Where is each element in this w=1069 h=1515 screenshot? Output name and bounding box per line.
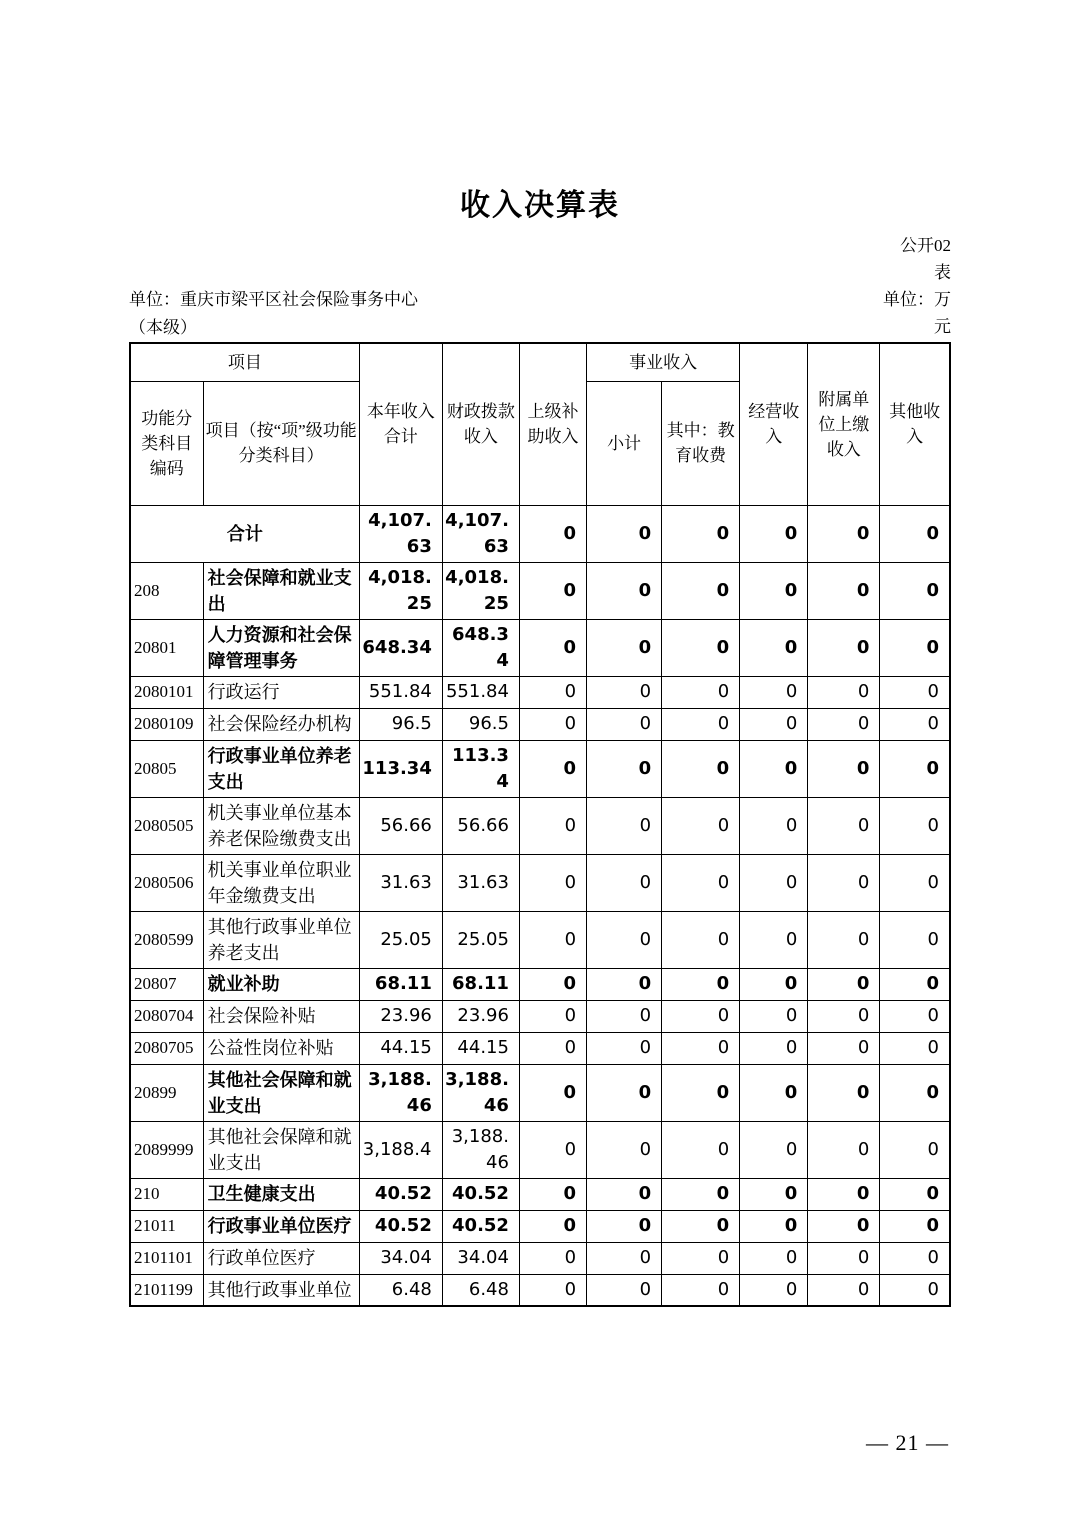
row-name: 其他社会保障和就业支出 <box>203 1064 359 1121</box>
header-fiscal-appropriation: 财政拨款收入 <box>442 343 519 505</box>
row-value-superior: 0 <box>519 797 586 854</box>
row-value-operating: 0 <box>740 1274 808 1306</box>
table-row <box>130 676 950 708</box>
row-value-operating: 0 <box>740 1210 808 1242</box>
table-row <box>130 619 950 676</box>
table-header <box>130 343 950 505</box>
row-value-operating: 0 <box>740 1121 808 1178</box>
table-row <box>130 708 950 740</box>
row-value-fiscal: 56.66 <box>442 797 519 854</box>
row-value-affiliated: 0 <box>808 619 880 676</box>
table-row <box>130 1064 950 1121</box>
row-value-subtotal: 0 <box>587 505 662 562</box>
row-value-education-fee: 0 <box>662 1032 740 1064</box>
doc-number-line2: 表 <box>934 263 951 282</box>
row-value-fiscal: 25.05 <box>442 911 519 968</box>
row-value-total: 40.52 <box>359 1210 442 1242</box>
row-value-affiliated: 0 <box>808 797 880 854</box>
row-value-superior: 0 <box>519 505 586 562</box>
row-value-affiliated: 0 <box>808 1210 880 1242</box>
row-code: 2080599 <box>130 911 203 968</box>
row-value-other: 0 <box>880 911 950 968</box>
row-value-total: 31.63 <box>359 854 442 911</box>
sheet <box>129 0 951 1307</box>
row-value-superior: 0 <box>519 1178 586 1210</box>
row-value-other: 0 <box>880 1064 950 1121</box>
row-value-operating: 0 <box>740 708 808 740</box>
row-code: 210 <box>130 1178 203 1210</box>
row-value-subtotal: 0 <box>587 1274 662 1306</box>
row-value-total: 3,188.46 <box>359 1064 442 1121</box>
header-function-code: 功能分类科目编码 <box>130 381 203 505</box>
table-row <box>130 562 950 619</box>
unit-measure-line2: 元 <box>934 317 951 336</box>
table-row <box>130 1274 950 1306</box>
row-name: 就业补助 <box>203 968 359 1000</box>
row-code: 2101199 <box>130 1274 203 1306</box>
row-value-operating: 0 <box>740 968 808 1000</box>
row-value-subtotal: 0 <box>587 1000 662 1032</box>
row-value-other: 0 <box>880 1274 950 1306</box>
row-value-superior: 0 <box>519 1032 586 1064</box>
row-value-other: 0 <box>880 708 950 740</box>
row-value-fiscal: 3,188.46 <box>442 1064 519 1121</box>
row-value-operating: 0 <box>740 505 808 562</box>
row-value-total: 25.05 <box>359 911 442 968</box>
row-value-superior: 0 <box>519 676 586 708</box>
row-name: 卫生健康支出 <box>203 1178 359 1210</box>
row-value-subtotal: 0 <box>587 740 662 797</box>
row-value-total: 34.04 <box>359 1242 442 1274</box>
row-name: 社会保障和就业支出 <box>203 562 359 619</box>
row-value-fiscal: 40.52 <box>442 1178 519 1210</box>
row-code: 20807 <box>130 968 203 1000</box>
row-value-education-fee: 0 <box>662 1274 740 1306</box>
row-value-superior: 0 <box>519 619 586 676</box>
row-value-superior: 0 <box>519 1000 586 1032</box>
unit-name-line2: （本级） <box>129 318 197 337</box>
row-code: 208 <box>130 562 203 619</box>
row-value-other: 0 <box>880 1178 950 1210</box>
row-value-superior: 0 <box>519 708 586 740</box>
page-number: — 21 — <box>866 1430 949 1455</box>
page-title: 收入决算表 <box>460 189 620 222</box>
row-value-education-fee: 0 <box>662 1064 740 1121</box>
row-value-superior: 0 <box>519 1064 586 1121</box>
header-education-fee: 其中：教育收费 <box>662 381 740 505</box>
row-value-superior: 0 <box>519 911 586 968</box>
table-body <box>130 505 950 1306</box>
unit-name <box>129 286 418 342</box>
row-value-affiliated: 0 <box>808 1242 880 1274</box>
row-value-superior: 0 <box>519 1274 586 1306</box>
row-value-superior: 0 <box>519 1210 586 1242</box>
table-row <box>130 1121 950 1178</box>
row-value-education-fee: 0 <box>662 854 740 911</box>
row-value-other: 0 <box>880 1000 950 1032</box>
row-name: 行政事业单位养老支出 <box>203 740 359 797</box>
row-value-affiliated: 0 <box>808 1178 880 1210</box>
table-row <box>130 797 950 854</box>
row-value-education-fee: 0 <box>662 1178 740 1210</box>
row-value-affiliated: 0 <box>808 740 880 797</box>
row-value-fiscal: 96.5 <box>442 708 519 740</box>
row-value-fiscal: 68.11 <box>442 968 519 1000</box>
row-code: 2080101 <box>130 676 203 708</box>
table-row <box>130 968 950 1000</box>
row-value-subtotal: 0 <box>587 1242 662 1274</box>
row-value-education-fee: 0 <box>662 505 740 562</box>
row-value-subtotal: 0 <box>587 1032 662 1064</box>
row-name: 行政单位医疗 <box>203 1242 359 1274</box>
row-name: 其他行政事业单位 <box>203 1274 359 1306</box>
row-value-total: 4,107.63 <box>359 505 442 562</box>
row-value-other: 0 <box>880 1121 950 1178</box>
row-value-education-fee: 0 <box>662 676 740 708</box>
table-row <box>130 1210 950 1242</box>
row-name: 行政运行 <box>203 676 359 708</box>
row-value-operating: 0 <box>740 619 808 676</box>
row-code: 20801 <box>130 619 203 676</box>
row-value-subtotal: 0 <box>587 676 662 708</box>
header-affiliated-income: 附属单位上缴收入 <box>808 343 880 505</box>
row-value-fiscal: 31.63 <box>442 854 519 911</box>
row-value-total: 68.11 <box>359 968 442 1000</box>
row-value-other: 0 <box>880 1210 950 1242</box>
row-name: 社会保险补贴 <box>203 1000 359 1032</box>
row-value-fiscal: 3,188.46 <box>442 1121 519 1178</box>
row-value-total: 3,188.4 <box>359 1121 442 1178</box>
row-value-other: 0 <box>880 562 950 619</box>
doc-number-line1: 公开02 <box>900 236 951 255</box>
row-code: 21011 <box>130 1210 203 1242</box>
row-value-operating: 0 <box>740 562 808 619</box>
row-value-affiliated: 0 <box>808 1032 880 1064</box>
row-value-total: 56.66 <box>359 797 442 854</box>
row-value-total: 648.34 <box>359 619 442 676</box>
row-code: 20899 <box>130 1064 203 1121</box>
row-value-superior: 0 <box>519 740 586 797</box>
unit-measure-line1: 单位：万 <box>883 290 951 309</box>
header-superior-subsidy: 上级补助收入 <box>519 343 586 505</box>
row-value-affiliated: 0 <box>808 911 880 968</box>
row-value-total: 96.5 <box>359 708 442 740</box>
row-code: 2089999 <box>130 1121 203 1178</box>
meta-block <box>129 230 951 342</box>
doc-number-and-unit <box>883 232 951 340</box>
row-value-education-fee: 0 <box>662 911 740 968</box>
row-value-subtotal: 0 <box>587 562 662 619</box>
row-value-total: 113.34 <box>359 740 442 797</box>
row-value-subtotal: 0 <box>587 797 662 854</box>
row-value-affiliated: 0 <box>808 1000 880 1032</box>
row-value-education-fee: 0 <box>662 968 740 1000</box>
row-value-superior: 0 <box>519 1121 586 1178</box>
row-value-education-fee: 0 <box>662 708 740 740</box>
row-name: 其他社会保障和就业支出 <box>203 1121 359 1178</box>
header-operating-income: 经营收入 <box>740 343 808 505</box>
row-value-operating: 0 <box>740 854 808 911</box>
row-code: 2101101 <box>130 1242 203 1274</box>
row-value-education-fee: 0 <box>662 740 740 797</box>
row-name: 合计 <box>130 505 359 562</box>
row-name: 其他行政事业单位养老支出 <box>203 911 359 968</box>
row-value-education-fee: 0 <box>662 562 740 619</box>
row-value-education-fee: 0 <box>662 619 740 676</box>
row-value-affiliated: 0 <box>808 854 880 911</box>
row-value-fiscal: 4,018.25 <box>442 562 519 619</box>
row-value-affiliated: 0 <box>808 676 880 708</box>
header-project-group: 项目 <box>130 343 359 381</box>
row-value-education-fee: 0 <box>662 1121 740 1178</box>
row-value-superior: 0 <box>519 562 586 619</box>
row-value-other: 0 <box>880 968 950 1000</box>
row-value-total: 40.52 <box>359 1178 442 1210</box>
row-name: 公益性岗位补贴 <box>203 1032 359 1064</box>
row-value-subtotal: 0 <box>587 1178 662 1210</box>
row-value-education-fee: 0 <box>662 1242 740 1274</box>
table-row <box>130 505 950 562</box>
header-item-name: 项目（按“项”级功能分类科目） <box>203 381 359 505</box>
row-value-operating: 0 <box>740 911 808 968</box>
row-value-operating: 0 <box>740 797 808 854</box>
row-value-superior: 0 <box>519 854 586 911</box>
table-row <box>130 1242 950 1274</box>
row-value-affiliated: 0 <box>808 505 880 562</box>
row-value-subtotal: 0 <box>587 619 662 676</box>
row-value-other: 0 <box>880 797 950 854</box>
row-value-operating: 0 <box>740 740 808 797</box>
row-value-operating: 0 <box>740 1000 808 1032</box>
table-row <box>130 740 950 797</box>
row-value-other: 0 <box>880 619 950 676</box>
row-name: 机关事业单位基本养老保险缴费支出 <box>203 797 359 854</box>
row-value-fiscal: 23.96 <box>442 1000 519 1032</box>
row-value-affiliated: 0 <box>808 1121 880 1178</box>
header-subtotal: 小计 <box>587 381 662 505</box>
row-name: 机关事业单位职业年金缴费支出 <box>203 854 359 911</box>
row-value-operating: 0 <box>740 1242 808 1274</box>
row-value-affiliated: 0 <box>808 968 880 1000</box>
header-total-income: 本年收入合计 <box>359 343 442 505</box>
row-code: 2080704 <box>130 1000 203 1032</box>
row-value-other: 0 <box>880 854 950 911</box>
row-value-total: 551.84 <box>359 676 442 708</box>
row-value-education-fee: 0 <box>662 1210 740 1242</box>
row-value-fiscal: 44.15 <box>442 1032 519 1064</box>
row-value-fiscal: 6.48 <box>442 1274 519 1306</box>
row-value-other: 0 <box>880 1032 950 1064</box>
row-value-education-fee: 0 <box>662 797 740 854</box>
row-value-education-fee: 0 <box>662 1000 740 1032</box>
row-code: 2080505 <box>130 797 203 854</box>
header-business-income-group: 事业收入 <box>587 343 740 381</box>
row-value-total: 44.15 <box>359 1032 442 1064</box>
row-value-affiliated: 0 <box>808 562 880 619</box>
row-value-operating: 0 <box>740 1032 808 1064</box>
table-row <box>130 1178 950 1210</box>
row-value-total: 4,018.25 <box>359 562 442 619</box>
row-value-other: 0 <box>880 1242 950 1274</box>
row-value-subtotal: 0 <box>587 1121 662 1178</box>
row-value-other: 0 <box>880 740 950 797</box>
row-value-fiscal: 40.52 <box>442 1210 519 1242</box>
row-value-affiliated: 0 <box>808 708 880 740</box>
table-row <box>130 1032 950 1064</box>
row-value-subtotal: 0 <box>587 708 662 740</box>
row-code: 2080109 <box>130 708 203 740</box>
row-value-fiscal: 113.34 <box>442 740 519 797</box>
row-value-fiscal: 4,107.63 <box>442 505 519 562</box>
row-value-superior: 0 <box>519 968 586 1000</box>
row-value-other: 0 <box>880 676 950 708</box>
row-value-total: 6.48 <box>359 1274 442 1306</box>
row-code: 2080705 <box>130 1032 203 1064</box>
row-value-subtotal: 0 <box>587 911 662 968</box>
table-row <box>130 911 950 968</box>
row-name: 行政事业单位医疗 <box>203 1210 359 1242</box>
table-row <box>130 854 950 911</box>
header-other-income: 其他收入 <box>880 343 950 505</box>
row-value-total: 23.96 <box>359 1000 442 1032</box>
row-name: 人力资源和社会保障管理事务 <box>203 619 359 676</box>
row-value-subtotal: 0 <box>587 854 662 911</box>
row-value-affiliated: 0 <box>808 1274 880 1306</box>
row-value-superior: 0 <box>519 1242 586 1274</box>
unit-name-line1: 单位：重庆市梁平区社会保险事务中心 <box>129 290 418 309</box>
row-value-fiscal: 34.04 <box>442 1242 519 1274</box>
row-value-operating: 0 <box>740 1064 808 1121</box>
row-name: 社会保险经办机构 <box>203 708 359 740</box>
income-final-accounts-table <box>129 342 951 1307</box>
row-value-affiliated: 0 <box>808 1064 880 1121</box>
row-value-subtotal: 0 <box>587 968 662 1000</box>
row-value-fiscal: 648.34 <box>442 619 519 676</box>
row-value-operating: 0 <box>740 1178 808 1210</box>
row-value-fiscal: 551.84 <box>442 676 519 708</box>
table-row <box>130 1000 950 1032</box>
row-code: 20805 <box>130 740 203 797</box>
row-value-subtotal: 0 <box>587 1064 662 1121</box>
row-code: 2080506 <box>130 854 203 911</box>
row-value-other: 0 <box>880 505 950 562</box>
row-value-subtotal: 0 <box>587 1210 662 1242</box>
row-value-operating: 0 <box>740 676 808 708</box>
